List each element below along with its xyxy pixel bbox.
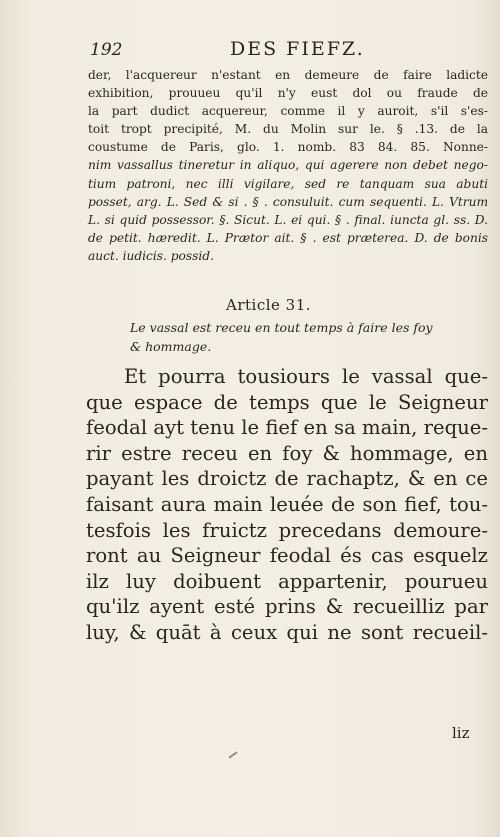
article-heading: Article 31. <box>226 296 312 314</box>
page-number: 192 <box>90 40 123 60</box>
article-summary <box>130 318 433 356</box>
commentary-line: der, l'acquereur n'estant en demeure de faire ladicte <box>88 68 488 82</box>
summary-line: Le vassal est receu en tout temps à faire les foy <box>130 320 433 335</box>
body-line: luy, & quāt à ceux qui ne sont recueil- <box>86 620 488 644</box>
catchword: liz <box>452 724 470 742</box>
ink-mark <box>228 751 237 758</box>
commentary-line-latin: de petit. hæredit. L. Prætor ait. § . est præterea. D. de bonis <box>88 230 488 245</box>
commentary-line-latin: auct. iudicis. possid. <box>88 248 214 263</box>
body-line: tesfois les fruictz precedans demoure- <box>86 518 488 542</box>
commentary-line-latin: L. si quid possessor. §. Sicut. L. ei qui. § . final. iuncta gl. ss. D. <box>88 212 488 227</box>
body-line: ront au Seigneur feodal és cas esquelz <box>86 544 488 568</box>
page-header <box>90 40 490 64</box>
commentary-line: coustume de Paris, glo. 1. nomb. 83 84. 85. Nonne- <box>88 140 488 155</box>
body-line: que espace de temps que le Seigneur <box>86 390 488 414</box>
commentary-text <box>88 66 488 265</box>
commentary-line-latin: tium patroni, nec illi vigilare, sed re tanquam sua abuti <box>88 176 488 191</box>
commentary-line: la part dudict acquereur, comme il y auroit, s'il s'es- <box>88 104 488 119</box>
running-head: DES FIEFZ. <box>230 38 365 60</box>
summary-line: & hommage. <box>130 339 212 354</box>
body-line: payant les droictz de rachaptz, & en ce <box>86 467 488 491</box>
body-line: qu'ilz ayent esté prins & recueilliz par <box>86 595 488 619</box>
commentary-line: exhibition, prouueu qu'il n'y eust dol ou fraude de <box>88 86 488 101</box>
commentary-line: toit tropt precipité, M. du Molin sur le. § .13. de la <box>88 122 488 137</box>
article-body <box>86 364 488 646</box>
body-line: rir estre receu en foy & hommage, en <box>86 441 488 465</box>
body-line: feodal ayt tenu le fief en sa main, reque- <box>86 416 488 440</box>
body-line: faisant aura main leuée de son fief, tou- <box>86 492 488 516</box>
commentary-line-latin: nim vassallus tineretur in aliquo, qui agerere non debet nego- <box>88 158 488 173</box>
body-line: ilz luy doibuent appartenir, pourueu <box>86 569 488 593</box>
commentary-line-latin: posset, arg. L. Sed & si . § . consuluit. cum sequenti. L. Vtrum <box>88 194 488 209</box>
body-line: Et pourra tousiours le vassal que- <box>124 365 488 388</box>
